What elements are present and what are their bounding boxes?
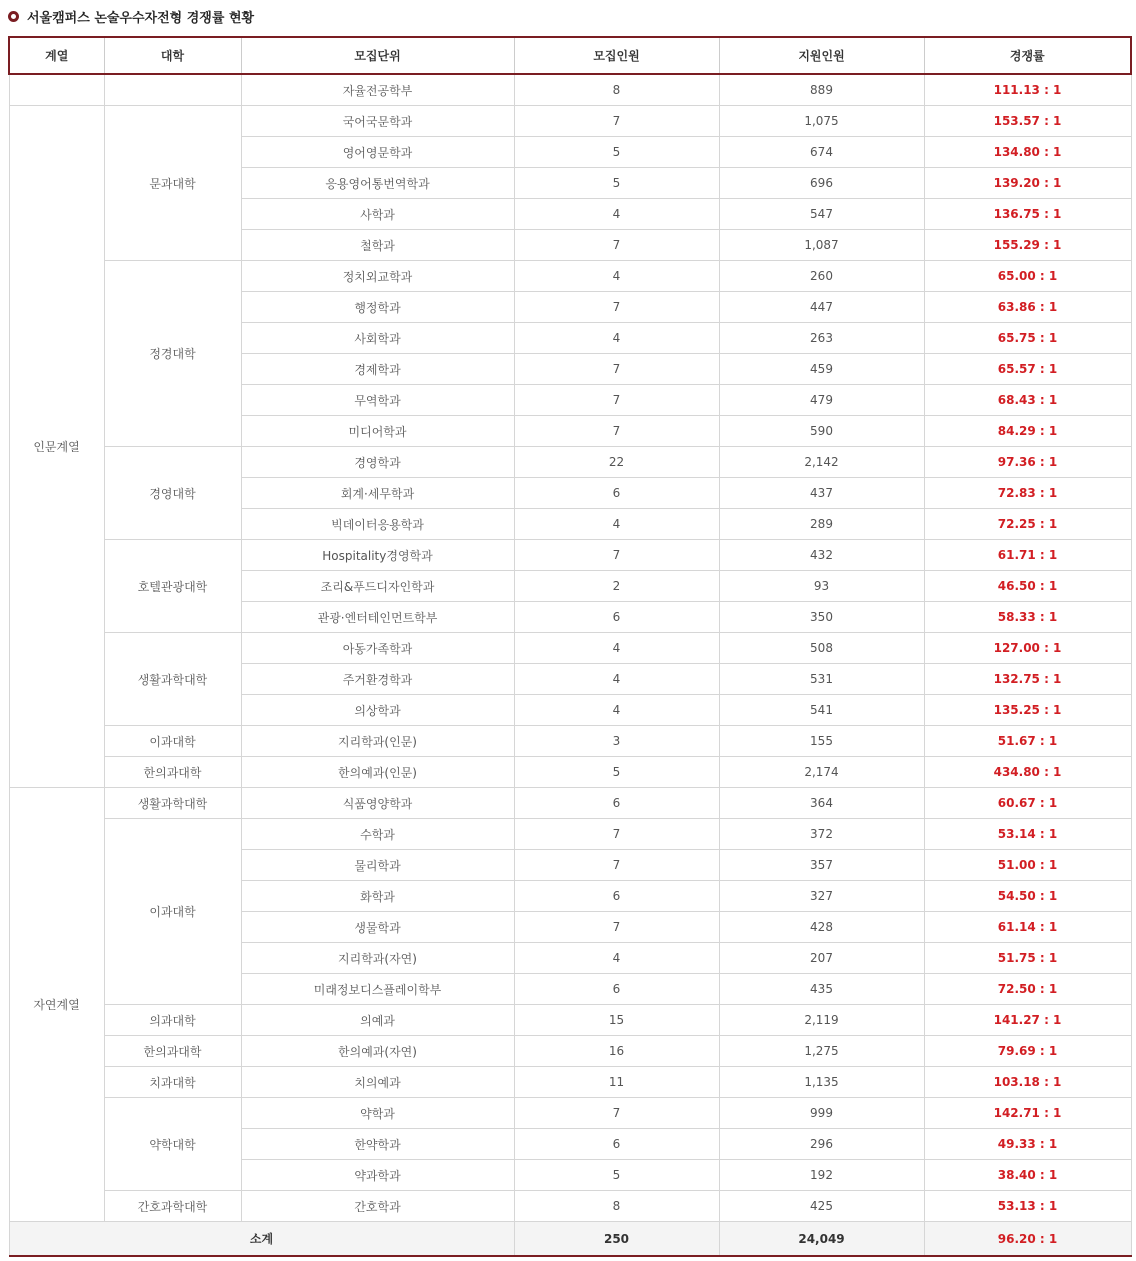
table-row (9, 74, 1131, 106)
rate-cell: 46.50 : 1 (924, 571, 1131, 602)
rate-cell: 72.83 : 1 (924, 478, 1131, 509)
applicants-cell: 1,087 (719, 230, 924, 261)
unit-cell: 약학과 (241, 1098, 514, 1129)
table-row (9, 788, 1131, 819)
rate-cell: 79.69 : 1 (924, 1036, 1131, 1067)
table-row (9, 726, 1131, 757)
applicants-cell: 479 (719, 385, 924, 416)
quota-cell: 7 (514, 292, 719, 323)
quota-cell: 8 (514, 74, 719, 106)
quota-cell: 7 (514, 1098, 719, 1129)
total-row (9, 1222, 1131, 1257)
quota-cell: 4 (514, 509, 719, 540)
unit-cell: 한의예과(자연) (241, 1036, 514, 1067)
rate-cell: 65.75 : 1 (924, 323, 1131, 354)
college-cell: 이과대학 (104, 726, 241, 757)
unit-cell: 한의예과(인문) (241, 757, 514, 788)
unit-cell: 자율전공학부 (241, 74, 514, 106)
quota-cell: 6 (514, 974, 719, 1005)
unit-cell: 생물학과 (241, 912, 514, 943)
applicants-cell: 2,142 (719, 447, 924, 478)
unit-cell: 철학과 (241, 230, 514, 261)
table-row (9, 1005, 1131, 1036)
unit-cell: 미디어학과 (241, 416, 514, 447)
unit-cell: 치의예과 (241, 1067, 514, 1098)
header-quota: 모집인원 (514, 37, 719, 74)
college-cell: 의과대학 (104, 1005, 241, 1036)
unit-cell: 약과학과 (241, 1160, 514, 1191)
unit-cell: 의상학과 (241, 695, 514, 726)
quota-cell: 4 (514, 695, 719, 726)
applicants-cell: 428 (719, 912, 924, 943)
applicants-cell: 1,075 (719, 106, 924, 137)
quota-cell: 7 (514, 912, 719, 943)
applicants-cell: 889 (719, 74, 924, 106)
quota-cell: 6 (514, 478, 719, 509)
quota-cell: 16 (514, 1036, 719, 1067)
header-college: 대학 (104, 37, 241, 74)
applicants-cell: 207 (719, 943, 924, 974)
table-row (9, 106, 1131, 137)
rate-cell: 84.29 : 1 (924, 416, 1131, 447)
unit-cell: 미래정보디스플레이학부 (241, 974, 514, 1005)
table-row (9, 757, 1131, 788)
header-applicants: 지원인원 (719, 37, 924, 74)
quota-cell: 6 (514, 1129, 719, 1160)
quota-cell: 2 (514, 571, 719, 602)
rate-cell: 127.00 : 1 (924, 633, 1131, 664)
table-row (9, 261, 1131, 292)
unit-cell: 한약학과 (241, 1129, 514, 1160)
unit-cell: 관광·엔터테인먼트학부 (241, 602, 514, 633)
applicants-cell: 2,174 (719, 757, 924, 788)
quota-cell: 7 (514, 106, 719, 137)
quota-cell: 5 (514, 168, 719, 199)
unit-cell: 영어영문학과 (241, 137, 514, 168)
applicants-cell: 155 (719, 726, 924, 757)
college-cell: 이과대학 (104, 819, 241, 1005)
college-cell: 한의과대학 (104, 757, 241, 788)
rate-cell: 65.00 : 1 (924, 261, 1131, 292)
rate-cell: 51.75 : 1 (924, 943, 1131, 974)
unit-cell: 간호학과 (241, 1191, 514, 1222)
unit-cell: 화학과 (241, 881, 514, 912)
college-cell: 치과대학 (104, 1067, 241, 1098)
rate-cell: 68.43 : 1 (924, 385, 1131, 416)
quota-cell: 5 (514, 1160, 719, 1191)
unit-cell: 사학과 (241, 199, 514, 230)
quota-cell: 4 (514, 199, 719, 230)
applicants-cell: 364 (719, 788, 924, 819)
college-cell: 정경대학 (104, 261, 241, 447)
applicants-cell: 590 (719, 416, 924, 447)
quota-cell: 22 (514, 447, 719, 478)
applicants-cell: 447 (719, 292, 924, 323)
unit-cell: 사회학과 (241, 323, 514, 354)
applicants-cell: 296 (719, 1129, 924, 1160)
rate-cell: 38.40 : 1 (924, 1160, 1131, 1191)
applicants-cell: 435 (719, 974, 924, 1005)
header-rate: 경쟁률 (924, 37, 1131, 74)
rate-cell: 65.57 : 1 (924, 354, 1131, 385)
section-header (8, 6, 254, 26)
quota-cell: 7 (514, 354, 719, 385)
rate-cell: 58.33 : 1 (924, 602, 1131, 633)
quota-cell: 15 (514, 1005, 719, 1036)
applicants-cell: 437 (719, 478, 924, 509)
series-cell (9, 74, 104, 106)
applicants-cell: 999 (719, 1098, 924, 1129)
college-cell: 생활과학대학 (104, 633, 241, 726)
header-series: 계열 (9, 37, 104, 74)
college-cell: 문과대학 (104, 106, 241, 261)
circle-bullet-icon (8, 11, 19, 22)
rate-cell: 54.50 : 1 (924, 881, 1131, 912)
applicants-cell: 531 (719, 664, 924, 695)
unit-cell: 주거환경학과 (241, 664, 514, 695)
unit-cell: 아동가족학과 (241, 633, 514, 664)
applicants-cell: 432 (719, 540, 924, 571)
applicants-cell: 93 (719, 571, 924, 602)
rate-cell: 103.18 : 1 (924, 1067, 1131, 1098)
applicants-cell: 327 (719, 881, 924, 912)
rate-cell: 141.27 : 1 (924, 1005, 1131, 1036)
rate-cell: 51.67 : 1 (924, 726, 1131, 757)
table-row (9, 819, 1131, 850)
rate-cell: 132.75 : 1 (924, 664, 1131, 695)
unit-cell: 정치외교학과 (241, 261, 514, 292)
rate-cell: 60.67 : 1 (924, 788, 1131, 819)
rate-cell: 53.14 : 1 (924, 819, 1131, 850)
applicants-cell: 459 (719, 354, 924, 385)
unit-cell: 경제학과 (241, 354, 514, 385)
table-header-row (9, 37, 1131, 74)
rate-cell: 153.57 : 1 (924, 106, 1131, 137)
applicants-cell: 541 (719, 695, 924, 726)
quota-cell: 8 (514, 1191, 719, 1222)
applicants-cell: 508 (719, 633, 924, 664)
series-cell: 인문계열 (9, 106, 104, 788)
total-label: 소계 (9, 1222, 514, 1257)
rate-cell: 49.33 : 1 (924, 1129, 1131, 1160)
rate-cell: 72.25 : 1 (924, 509, 1131, 540)
quota-cell: 7 (514, 850, 719, 881)
quota-cell: 6 (514, 788, 719, 819)
rate-cell: 111.13 : 1 (924, 74, 1131, 106)
unit-cell: 조리&푸드디자인학과 (241, 571, 514, 602)
unit-cell: 수학과 (241, 819, 514, 850)
college-cell (104, 74, 241, 106)
table-row (9, 1098, 1131, 1129)
unit-cell: 식품영양학과 (241, 788, 514, 819)
quota-cell: 4 (514, 261, 719, 292)
table-row (9, 540, 1131, 571)
applicants-cell: 674 (719, 137, 924, 168)
unit-cell: 경영학과 (241, 447, 514, 478)
rate-cell: 61.71 : 1 (924, 540, 1131, 571)
applicants-cell: 350 (719, 602, 924, 633)
unit-cell: 회계·세무학과 (241, 478, 514, 509)
unit-cell: 빅데이터응용학과 (241, 509, 514, 540)
unit-cell: 무역학과 (241, 385, 514, 416)
table-body (9, 74, 1131, 1222)
quota-cell: 4 (514, 633, 719, 664)
quota-cell: 6 (514, 881, 719, 912)
unit-cell: 물리학과 (241, 850, 514, 881)
applicants-cell: 357 (719, 850, 924, 881)
quota-cell: 4 (514, 943, 719, 974)
applicants-cell: 425 (719, 1191, 924, 1222)
table-row (9, 633, 1131, 664)
rate-cell: 61.14 : 1 (924, 912, 1131, 943)
table-row (9, 1036, 1131, 1067)
unit-cell: 국어국문학과 (241, 106, 514, 137)
unit-cell: 지리학과(자연) (241, 943, 514, 974)
unit-cell: 행정학과 (241, 292, 514, 323)
applicants-cell: 289 (719, 509, 924, 540)
college-cell: 경영대학 (104, 447, 241, 540)
applicants-cell: 1,275 (719, 1036, 924, 1067)
college-cell: 한의과대학 (104, 1036, 241, 1067)
unit-cell: Hospitality경영학과 (241, 540, 514, 571)
quota-cell: 3 (514, 726, 719, 757)
applicants-cell: 2,119 (719, 1005, 924, 1036)
header-unit: 모집단위 (241, 37, 514, 74)
table-row (9, 447, 1131, 478)
college-cell: 약학대학 (104, 1098, 241, 1191)
total-quota: 250 (514, 1222, 719, 1257)
rate-cell: 142.71 : 1 (924, 1098, 1131, 1129)
applicants-cell: 263 (719, 323, 924, 354)
quota-cell: 4 (514, 323, 719, 354)
quota-cell: 7 (514, 385, 719, 416)
rate-cell: 136.75 : 1 (924, 199, 1131, 230)
page-title: 서울캠퍼스 논술우수자전형 경쟁률 현황 (27, 10, 255, 26)
rate-cell: 51.00 : 1 (924, 850, 1131, 881)
quota-cell: 5 (514, 757, 719, 788)
quota-cell: 7 (514, 540, 719, 571)
quota-cell: 11 (514, 1067, 719, 1098)
applicants-cell: 547 (719, 199, 924, 230)
rate-cell: 53.13 : 1 (924, 1191, 1131, 1222)
unit-cell: 지리학과(인문) (241, 726, 514, 757)
rate-cell: 63.86 : 1 (924, 292, 1131, 323)
college-cell: 호텔관광대학 (104, 540, 241, 633)
quota-cell: 5 (514, 137, 719, 168)
rate-cell: 139.20 : 1 (924, 168, 1131, 199)
rate-cell: 72.50 : 1 (924, 974, 1131, 1005)
series-cell: 자연계열 (9, 788, 104, 1222)
quota-cell: 7 (514, 819, 719, 850)
college-cell: 간호과학대학 (104, 1191, 241, 1222)
rate-cell: 155.29 : 1 (924, 230, 1131, 261)
applicants-cell: 372 (719, 819, 924, 850)
rate-cell: 135.25 : 1 (924, 695, 1131, 726)
quota-cell: 7 (514, 416, 719, 447)
quota-cell: 6 (514, 602, 719, 633)
competition-rate-table (8, 36, 1132, 1257)
rate-cell: 434.80 : 1 (924, 757, 1131, 788)
rate-cell: 97.36 : 1 (924, 447, 1131, 478)
total-rate: 96.20 : 1 (924, 1222, 1131, 1257)
unit-cell: 의예과 (241, 1005, 514, 1036)
quota-cell: 7 (514, 230, 719, 261)
applicants-cell: 1,135 (719, 1067, 924, 1098)
table-row (9, 1191, 1131, 1222)
applicants-cell: 696 (719, 168, 924, 199)
applicants-cell: 192 (719, 1160, 924, 1191)
table-row (9, 1067, 1131, 1098)
rate-cell: 134.80 : 1 (924, 137, 1131, 168)
applicants-cell: 260 (719, 261, 924, 292)
total-applicants: 24,049 (719, 1222, 924, 1257)
college-cell: 생활과학대학 (104, 788, 241, 819)
unit-cell: 응용영어통번역학과 (241, 168, 514, 199)
quota-cell: 4 (514, 664, 719, 695)
